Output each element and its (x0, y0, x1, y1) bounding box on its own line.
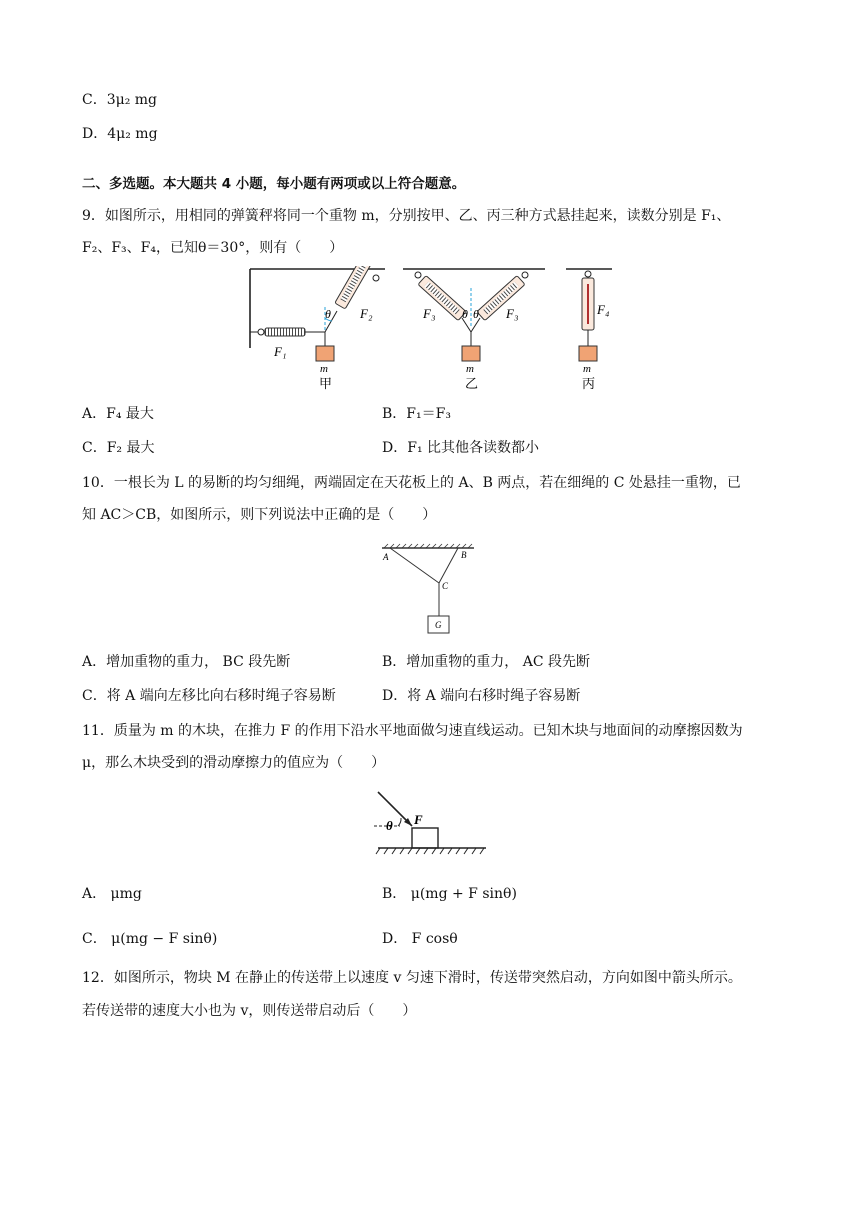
q9-figure (240, 266, 620, 392)
q10-stem-line2: 知 AC＞CB，如图所示，则下列说法中正确的是（ ） (82, 507, 437, 523)
q11-stem-line1: 11．质量为 m 的木块，在推力 F 的作用下沿水平地面做匀速直线运动。已知木块与地面间的动摩擦因数为 (82, 723, 743, 739)
f-label: F (414, 812, 423, 827)
theta-label: θ (462, 307, 468, 321)
q12-stem-line1: 12．如图所示，物块 M 在静止的传送带上以速度 v 匀速下滑时，传送带突然启动，方向如图中箭头所示。 (82, 970, 742, 986)
q10-option-c: C．将 A 端向左移比向右移时绳子容易断 (82, 688, 336, 704)
q10-option-d: D．将 A 端向右移时绳子容易断 (382, 688, 581, 704)
mass-label: m (583, 363, 591, 375)
label-bing: 丙 (582, 376, 596, 391)
f4-label: F₄ (597, 302, 610, 317)
wooden-block (412, 828, 438, 848)
q9-option-a: A．F₄ 最大 (82, 406, 154, 422)
figure-jia (250, 266, 385, 391)
figure-yi (403, 269, 545, 391)
theta-label: θ (386, 818, 393, 833)
q11-figure (370, 788, 490, 860)
theta-label: θ (325, 307, 331, 321)
q11-option-c: C． μ(mg − F sinθ) (82, 931, 218, 947)
q9-option-d: D．F₁ 比其他各读数都小 (382, 440, 540, 456)
weight-g-label: G (435, 620, 442, 630)
spring-ring (373, 275, 379, 281)
section-heading: 二、多选题。本大题共 4 小题，每小题有两项或以上符合题意。 (82, 176, 466, 192)
point-a-label: A (383, 552, 389, 562)
point-c-label: C (442, 581, 449, 591)
spring-scale-f2 (335, 266, 373, 309)
figure-bing (566, 269, 612, 391)
point-b-label: B (461, 550, 467, 560)
f1-label: F₁ (274, 344, 287, 359)
spring-scale-f1 (265, 328, 305, 336)
label-jia: 甲 (319, 376, 333, 391)
f2-label: F₂ (360, 306, 373, 321)
q10-figure (378, 540, 478, 640)
theta-label: θ (473, 307, 479, 321)
q10-stem-line1: 10．一根长为 L 的易断的均匀细绳，两端固定在天花板上的 A、B 两点，若在细绳的 C 处悬挂一重物，已 (82, 475, 741, 491)
q11-option-d: D． F cosθ (382, 931, 458, 947)
q9-option-c: C．F₂ 最大 (82, 440, 155, 456)
option-c: C．3μ₂ mg (82, 92, 158, 108)
weight-block (579, 346, 597, 361)
q9-stem-line2: F₂、F₃、F₄，已知θ＝30°，则有（ ） (82, 240, 344, 256)
mass-label: m (466, 363, 474, 375)
q9-option-b: B．F₁＝F₃ (382, 406, 451, 422)
q11-stem-line2: μ，那么木块受到的滑动摩擦力的值应为（ ） (82, 755, 386, 771)
q11-option-a: A． μmg (82, 886, 142, 902)
weight-block (462, 346, 480, 361)
q11-option-b: B． μ(mg + F sinθ) (382, 886, 517, 902)
label-yi: 乙 (465, 376, 479, 391)
rope-ac (390, 548, 439, 583)
q12-stem-line2: 若传送带的速度大小也为 v，则传送带启动后（ ） (82, 1003, 417, 1019)
f3-label: F₃ (423, 306, 436, 321)
mass-label: m (320, 363, 328, 375)
option-d: D．4μ₂ mg (82, 126, 158, 142)
spring-ring (258, 329, 264, 335)
q9-stem-line1: 9．如图所示，用相同的弹簧秤将同一个重物 m，分别按甲、乙、丙三种方式悬挂起来，读数分别是 F₁、 (82, 208, 731, 224)
q10-option-b: B．增加重物的重力， AC 段先断 (382, 654, 591, 670)
q10-option-a: A．增加重物的重力， BC 段先断 (82, 654, 291, 670)
f3-label: F₃ (506, 306, 519, 321)
rope-bc (439, 548, 458, 583)
weight-block (316, 346, 334, 361)
